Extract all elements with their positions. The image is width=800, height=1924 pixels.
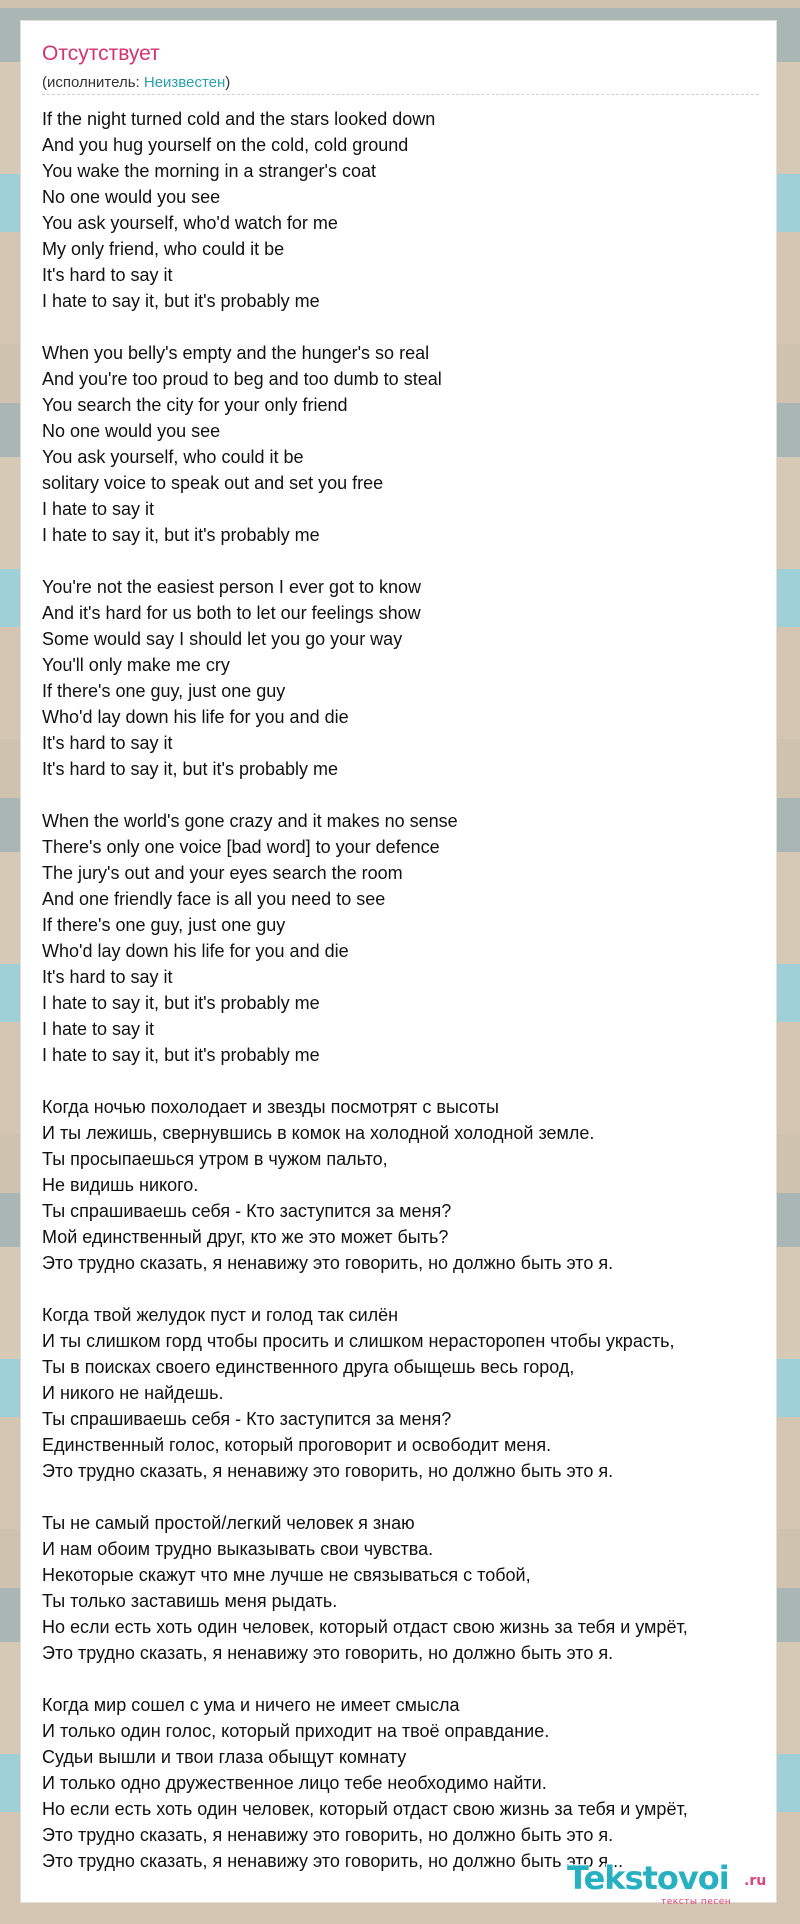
- lyric-line: And it's hard for us both to let our feelings show: [42, 603, 421, 623]
- lyric-line: And you hug yourself on the cold, cold ground: [42, 135, 409, 155]
- lyric-line: I hate to say it, but it's probably me: [42, 1045, 320, 1065]
- logo-tagline: тексты песен: [661, 1897, 732, 1907]
- lyric-line: I hate to say it: [42, 499, 155, 519]
- lyric-line: My only friend, who could it be: [42, 239, 285, 259]
- lyric-line: Ты спрашиваешь себя - Кто заступится за меня?: [42, 1409, 452, 1429]
- lyric-line: Ты спрашиваешь себя - Кто заступится за меня?: [42, 1201, 452, 1221]
- lyric-line: Мой единственный друг, кто же это может быть?: [42, 1227, 449, 1247]
- lyric-line: И ты лежишь, свернувшись в комок на холодной холодной земле.: [42, 1123, 595, 1143]
- lyric-line: Не видишь никого.: [42, 1175, 199, 1195]
- lyric-line: It's hard to say it: [42, 967, 173, 987]
- lyric-line: It's hard to say it: [42, 265, 173, 285]
- lyric-line: solitary voice to speak out and set you free: [42, 473, 384, 493]
- lyric-line: You ask yourself, who'd watch for me: [42, 213, 338, 233]
- lyric-line: You search the city for your only friend: [42, 395, 348, 415]
- lyric-line: No one would you see: [42, 421, 221, 441]
- lyric-line: И ты слишком горд чтобы просить и слишком нерасторопен чтобы украсть,: [42, 1331, 675, 1351]
- lyric-line: Это трудно сказать, я ненавижу это говорить, но должно быть это я.: [42, 1461, 614, 1481]
- lyric-line: Это трудно сказать, я ненавижу это говорить, но должно быть это я.: [42, 1253, 614, 1273]
- lyric-line: Когда ночью похолодает и звезды посмотрят с высоты: [42, 1097, 499, 1117]
- lyric-line: Когда мир сошел с ума и ничего не имеет смысла: [42, 1695, 460, 1715]
- lyric-line: If there's one guy, just one guy: [42, 681, 286, 701]
- lyric-line: I hate to say it, but it's probably me: [42, 525, 320, 545]
- lyrics-card: [20, 20, 777, 1903]
- lyric-line: It's hard to say it: [42, 733, 173, 753]
- logo-wordmark: Tekstovoi: [567, 1859, 729, 1897]
- lyric-line: It's hard to say it, but it's probably me: [42, 759, 339, 779]
- lyric-line: И нам обоим трудно выказывать свои чувства.: [42, 1539, 434, 1559]
- artist-line: [42, 75, 230, 90]
- lyric-line: Единственный голос, который проговорит и освободит меня.: [42, 1435, 552, 1455]
- site-logo[interactable]: [567, 1859, 777, 1907]
- lyric-line: The jury's out and your eyes search the room: [42, 863, 403, 883]
- lyrics-text: [42, 106, 767, 1900]
- title-divider: [42, 94, 759, 95]
- artist-link[interactable]: Неизвестен: [143, 74, 226, 91]
- lyric-line: You wake the morning in a stranger's coat: [42, 161, 376, 181]
- lyric-line: If there's one guy, just one guy: [42, 915, 286, 935]
- lyric-line: Ты только заставишь меня рыдать.: [42, 1591, 338, 1611]
- lyric-line: И только одно дружественное лицо тебе необходимо найти.: [42, 1773, 547, 1793]
- lyric-line: Some would say I should let you go your way: [42, 629, 403, 649]
- stanza: [42, 1510, 767, 1666]
- logo-domain: .ru: [744, 1873, 767, 1889]
- lyric-line: I hate to say it, but it's probably me: [42, 291, 320, 311]
- lyric-line: Who'd lay down his life for you and die: [42, 941, 349, 961]
- stanza: [42, 808, 767, 1068]
- stanza: [42, 1094, 767, 1276]
- lyric-line: I hate to say it: [42, 1019, 155, 1039]
- stanza: [42, 1302, 767, 1484]
- lyric-line: Некоторые скажут что мне лучше не связываться с тобой,: [42, 1565, 531, 1585]
- stanza: [42, 106, 767, 314]
- lyric-line: Но если есть хоть один человек, который отдаст свою жизнь за тебя и умрёт,: [42, 1799, 688, 1819]
- lyric-line: If the night turned cold and the stars looked down: [42, 109, 436, 129]
- lyric-line: Это трудно сказать, я ненавижу это говорить, но должно быть это я...: [42, 1851, 624, 1871]
- lyric-line: You're not the easiest person I ever got to know: [42, 577, 422, 597]
- lyric-line: I hate to say it, but it's probably me: [42, 993, 320, 1013]
- lyric-line: Ты не самый простой/легкий человек я знаю: [42, 1513, 415, 1533]
- song-title: Отсутствует: [42, 42, 160, 65]
- artist-prefix: (исполнитель:: [42, 74, 144, 91]
- lyric-line: When the world's gone crazy and it makes no sense: [42, 811, 458, 831]
- lyric-line: И только один голос, который приходит на твоё оправдание.: [42, 1721, 550, 1741]
- lyric-line: Судьи вышли и твои глаза обыщут комнату: [42, 1747, 407, 1767]
- lyric-line: And you're too proud to beg and too dumb to steal: [42, 369, 442, 389]
- stanza: [42, 340, 767, 548]
- lyric-line: И никого не найдешь.: [42, 1383, 224, 1403]
- lyric-line: When you belly's empty and the hunger's so real: [42, 343, 430, 363]
- lyric-line: And one friendly face is all you need to see: [42, 889, 386, 909]
- lyric-line: No one would you see: [42, 187, 221, 207]
- lyric-line: Who'd lay down his life for you and die: [42, 707, 349, 727]
- artist-suffix: ): [225, 74, 231, 91]
- lyric-line: Но если есть хоть один человек, который отдаст свою жизнь за тебя и умрёт,: [42, 1617, 688, 1637]
- lyric-line: Это трудно сказать, я ненавижу это говорить, но должно быть это я.: [42, 1643, 614, 1663]
- stanza: [42, 1692, 767, 1874]
- lyric-line: You'll only make me cry: [42, 655, 230, 675]
- lyric-line: You ask yourself, who could it be: [42, 447, 304, 467]
- lyric-line: Когда твой желудок пуст и голод так силён: [42, 1305, 399, 1325]
- lyric-line: Ты в поисках своего единственного друга обыщешь весь город,: [42, 1357, 575, 1377]
- lyric-line: Ты просыпаешься утром в чужом пальто,: [42, 1149, 388, 1169]
- stanza: [42, 574, 767, 782]
- lyric-line: Это трудно сказать, я ненавижу это говорить, но должно быть это я.: [42, 1825, 614, 1845]
- lyric-line: There's only one voice [bad word] to your defence: [42, 837, 440, 857]
